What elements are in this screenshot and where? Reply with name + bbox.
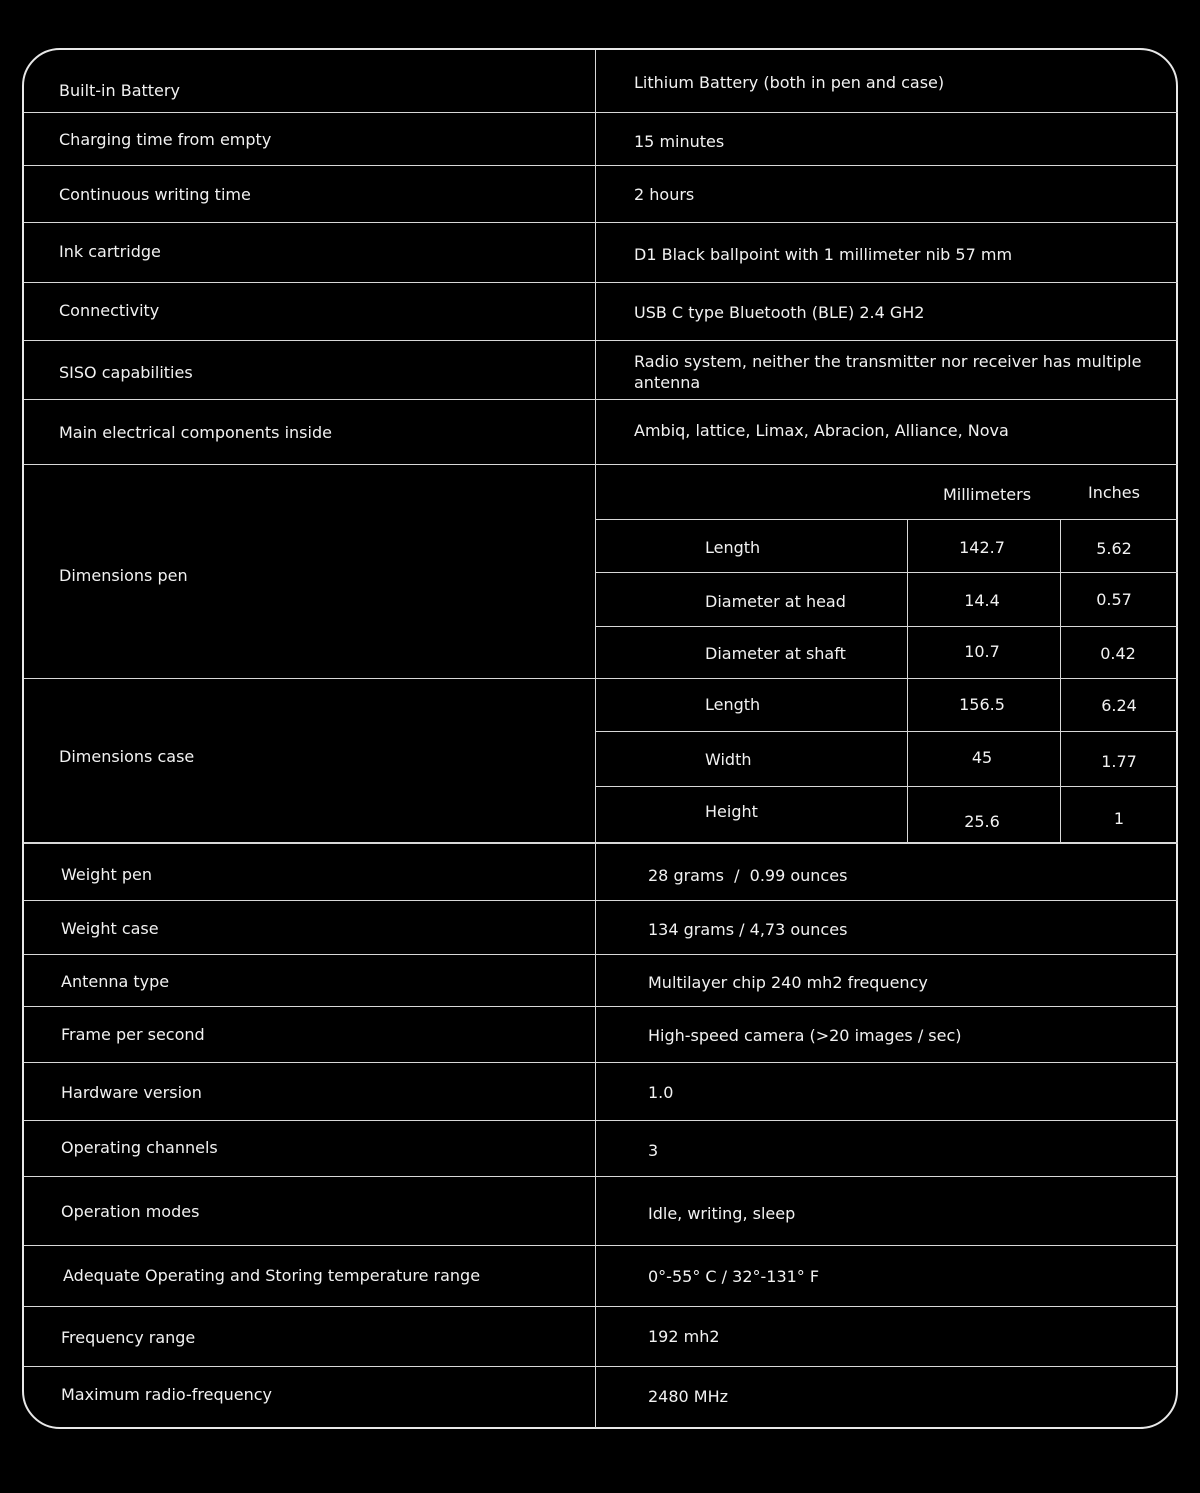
dimension-name: Width (705, 750, 752, 769)
row-divider (596, 731, 1178, 732)
spec-value: 0°-55° C / 32°-131° F (648, 1267, 820, 1286)
dimension-mm: 156.5 (959, 695, 1005, 714)
row-divider (24, 222, 1178, 223)
row-divider (596, 572, 1178, 573)
spec-label: Antenna type (61, 972, 170, 991)
spec-value: USB C type Bluetooth (BLE) 2.4 GH2 (634, 303, 925, 322)
dimension-mm: 45 (971, 748, 993, 767)
spec-label: SISO capabilities (59, 363, 193, 382)
spec-label: Continuous writing time (59, 185, 251, 204)
dimension-mm: 10.7 (964, 642, 1000, 661)
dimensions-pen-label: Dimensions pen (59, 566, 188, 585)
row-divider (24, 1176, 1178, 1177)
row-divider (24, 900, 1178, 901)
row-divider (24, 678, 1178, 679)
spec-label: Built-in Battery (59, 81, 180, 100)
spec-value: 2480 MHz (648, 1387, 729, 1406)
spec-value: 1.0 (648, 1083, 674, 1102)
spec-value: Multilayer chip 240 mh2 frequency (648, 973, 928, 992)
dimension-mm: 25.6 (964, 812, 1000, 831)
spec-value: Radio system, neither the transmitter nor receiver has multiple antenna (634, 352, 1142, 392)
dimension-name: Length (705, 695, 761, 714)
spec-value: 192 mh2 (648, 1327, 720, 1346)
row-divider (24, 1006, 1178, 1007)
dimension-name: Length (705, 538, 761, 557)
dimension-mm: 14.4 (964, 591, 1000, 610)
dimension-in: 1.77 (1101, 752, 1137, 771)
dimension-in: 1 (1113, 809, 1125, 828)
spec-label: Hardware version (61, 1083, 202, 1102)
dimensions-case-label: Dimensions case (59, 747, 195, 766)
dimension-mm: 142.7 (959, 538, 1005, 557)
column-divider (595, 50, 596, 1428)
row-divider (24, 464, 1178, 465)
spec-value: Ambiq, lattice, Limax, Abracion, Alliance, Nova (634, 421, 1009, 440)
spec-label: Adequate Operating and Storing temperature range (63, 1266, 481, 1285)
row-divider (24, 1366, 1178, 1367)
column-divider (1060, 519, 1061, 842)
spec-label: Weight pen (61, 865, 152, 884)
spec-value: 28 grams / 0.99 ounces (648, 866, 848, 885)
spec-label: Weight case (61, 919, 159, 938)
spec-label: Maximum radio-frequency (61, 1385, 273, 1404)
row-divider (24, 1245, 1178, 1246)
row-divider (596, 519, 1178, 520)
unit-header-inches: Inches (1088, 483, 1140, 502)
dimension-in: 0.57 (1096, 590, 1132, 609)
dimension-in: 5.62 (1096, 539, 1132, 558)
spec-label: Ink cartridge (59, 242, 161, 261)
spec-value: Lithium Battery (both in pen and case) (634, 73, 945, 92)
row-divider (24, 1062, 1178, 1063)
spec-label: Operating channels (61, 1138, 218, 1157)
dimension-in: 0.42 (1100, 644, 1136, 663)
column-divider (907, 519, 908, 842)
row-divider (24, 954, 1178, 955)
spec-value: D1 Black ballpoint with 1 millimeter nib 57 mm (634, 245, 1013, 264)
dimension-in: 6.24 (1101, 696, 1137, 715)
row-divider (24, 165, 1178, 166)
spec-value: High-speed camera (>20 images / sec) (648, 1026, 962, 1045)
spec-value: 3 (648, 1141, 659, 1160)
row-divider (24, 842, 1178, 844)
row-divider (24, 282, 1178, 283)
row-divider (24, 1120, 1178, 1121)
spec-value: 2 hours (634, 185, 695, 204)
spec-label: Charging time from empty (59, 130, 272, 149)
spec-label: Frequency range (61, 1328, 196, 1347)
spec-label: Main electrical components inside (59, 423, 332, 442)
row-divider (24, 340, 1178, 341)
spec-label: Connectivity (59, 301, 160, 320)
spec-value: 134 grams / 4,73 ounces (648, 920, 848, 939)
dimension-name: Diameter at head (705, 592, 846, 611)
spec-label: Operation modes (61, 1202, 200, 1221)
dimension-name: Diameter at shaft (705, 644, 846, 663)
spec-value: 15 minutes (634, 132, 725, 151)
unit-header-millimeters: Millimeters (942, 485, 1032, 504)
row-divider (596, 786, 1178, 787)
row-divider (596, 626, 1178, 627)
row-divider (24, 399, 1178, 400)
row-divider (24, 1306, 1178, 1307)
spec-label: Frame per second (61, 1025, 205, 1044)
spec-value: Idle, writing, sleep (648, 1204, 796, 1223)
dimension-name: Height (705, 802, 758, 821)
row-divider (24, 112, 1178, 113)
